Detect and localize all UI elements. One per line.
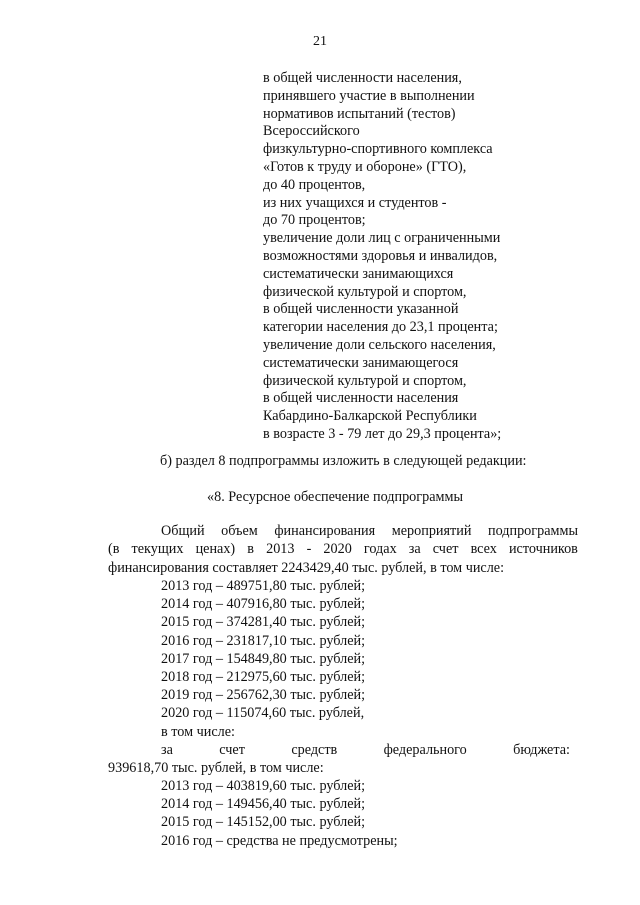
federal-line-1 <box>108 741 570 759</box>
list-item: 2019 год – 256762,30 тыс. рублей; <box>161 687 366 704</box>
text-line: из них учащихся и студентов - <box>263 194 447 211</box>
word: Общий <box>161 523 205 539</box>
list-item: в том числе: <box>161 723 235 740</box>
indented-text-block <box>263 70 501 444</box>
list-item: 2020 год – 115074,60 тыс. рублей, <box>161 705 365 722</box>
text-line: Всероссийского <box>263 123 360 140</box>
text-line: в общей численности указанной <box>263 301 459 318</box>
word: мероприятий <box>391 523 472 539</box>
text-line: физкультурно-спортивного комплекса <box>263 141 493 158</box>
text-line: в общей численности населения, <box>263 70 462 86</box>
page-number: 21 <box>313 34 327 49</box>
list-item: 2013 год – 489751,80 тыс. рублей; <box>161 578 366 594</box>
word: за <box>408 541 421 558</box>
word: счет <box>219 742 245 758</box>
word: всех <box>470 541 497 558</box>
paragraph-line-2 <box>108 540 578 558</box>
word: 2020 <box>323 541 352 558</box>
word: - <box>306 541 312 558</box>
word: ценах) <box>195 541 236 558</box>
word: источников <box>508 541 578 558</box>
text-line: физической культурой и спортом, <box>263 283 467 300</box>
item-b-text: б) раздел 8 подпрограммы изложить в следующей редакции: <box>160 453 527 469</box>
list-item: 2015 год – 145152,00 тыс. рублей; <box>161 814 366 831</box>
list-item: 2016 год – средства не предусмотрены; <box>161 832 398 849</box>
list-item: 2017 год – 154849,80 тыс. рублей; <box>161 650 366 667</box>
word: средств <box>291 742 338 758</box>
federal-budget-paragraph <box>108 741 570 777</box>
text-line: физической культурой и спортом, <box>263 372 467 389</box>
text-line: Кабардино-Балкарской Республики <box>263 408 477 425</box>
text-line: до 70 процентов; <box>263 212 366 229</box>
word: в <box>247 541 254 558</box>
text-line: категории населения до 23,1 процента; <box>263 319 498 336</box>
word: подпрограммы <box>488 523 578 539</box>
text-line: до 40 процентов, <box>263 176 366 193</box>
text-line: «Готов к труду и обороне» (ГТО), <box>263 158 467 175</box>
word: текущих <box>131 541 184 558</box>
financing-paragraph <box>108 522 578 577</box>
text-line: систематически занимающегося <box>263 354 459 371</box>
federal-line-2: 939618,70 тыс. рублей, в том числе: <box>108 760 324 777</box>
year-funding-list <box>161 577 365 741</box>
text-line: в общей численности населения <box>263 390 459 407</box>
word: (в <box>108 541 120 558</box>
list-item: 2015 год – 374281,40 тыс. рублей; <box>161 614 366 631</box>
word: 2013 <box>266 541 295 558</box>
text-line: нормативов испытаний (тестов) <box>263 105 456 122</box>
federal-funding-list <box>161 777 398 850</box>
text-line: возможностями здоровья и инвалидов, <box>263 247 498 264</box>
list-item: 2016 год – 231817,10 тыс. рублей; <box>161 632 366 649</box>
list-item: 2014 год – 407916,80 тыс. рублей; <box>161 596 366 613</box>
word: финансирования <box>274 523 376 539</box>
list-item: 2014 год – 149456,40 тыс. рублей; <box>161 796 366 813</box>
text-line: принявшего участие в выполнении <box>263 87 475 104</box>
list-item: 2018 год – 212975,60 тыс. рублей; <box>161 669 366 686</box>
word: годах <box>363 541 397 558</box>
paragraph-line-1 <box>108 522 578 540</box>
section-heading: «8. Ресурсное обеспечение подпрограммы <box>207 489 463 505</box>
text-line: в возрасте 3 - 79 лет до 29,3 процента»; <box>263 425 502 442</box>
text-line: увеличение доли лиц с ограниченными <box>263 230 501 247</box>
word: объем <box>221 523 258 539</box>
word: бюджета: <box>513 742 570 758</box>
word: за <box>161 742 173 758</box>
text-line: систематически занимающихся <box>263 265 454 282</box>
paragraph-line-3: финансирования составляет 2243429,40 тыс. рублей, в том числе: <box>108 559 505 576</box>
word: счет <box>432 541 459 558</box>
list-item: 2013 год – 403819,60 тыс. рублей; <box>161 778 366 794</box>
word: федерального <box>383 742 467 758</box>
text-line: увеличение доли сельского населения, <box>263 336 496 353</box>
